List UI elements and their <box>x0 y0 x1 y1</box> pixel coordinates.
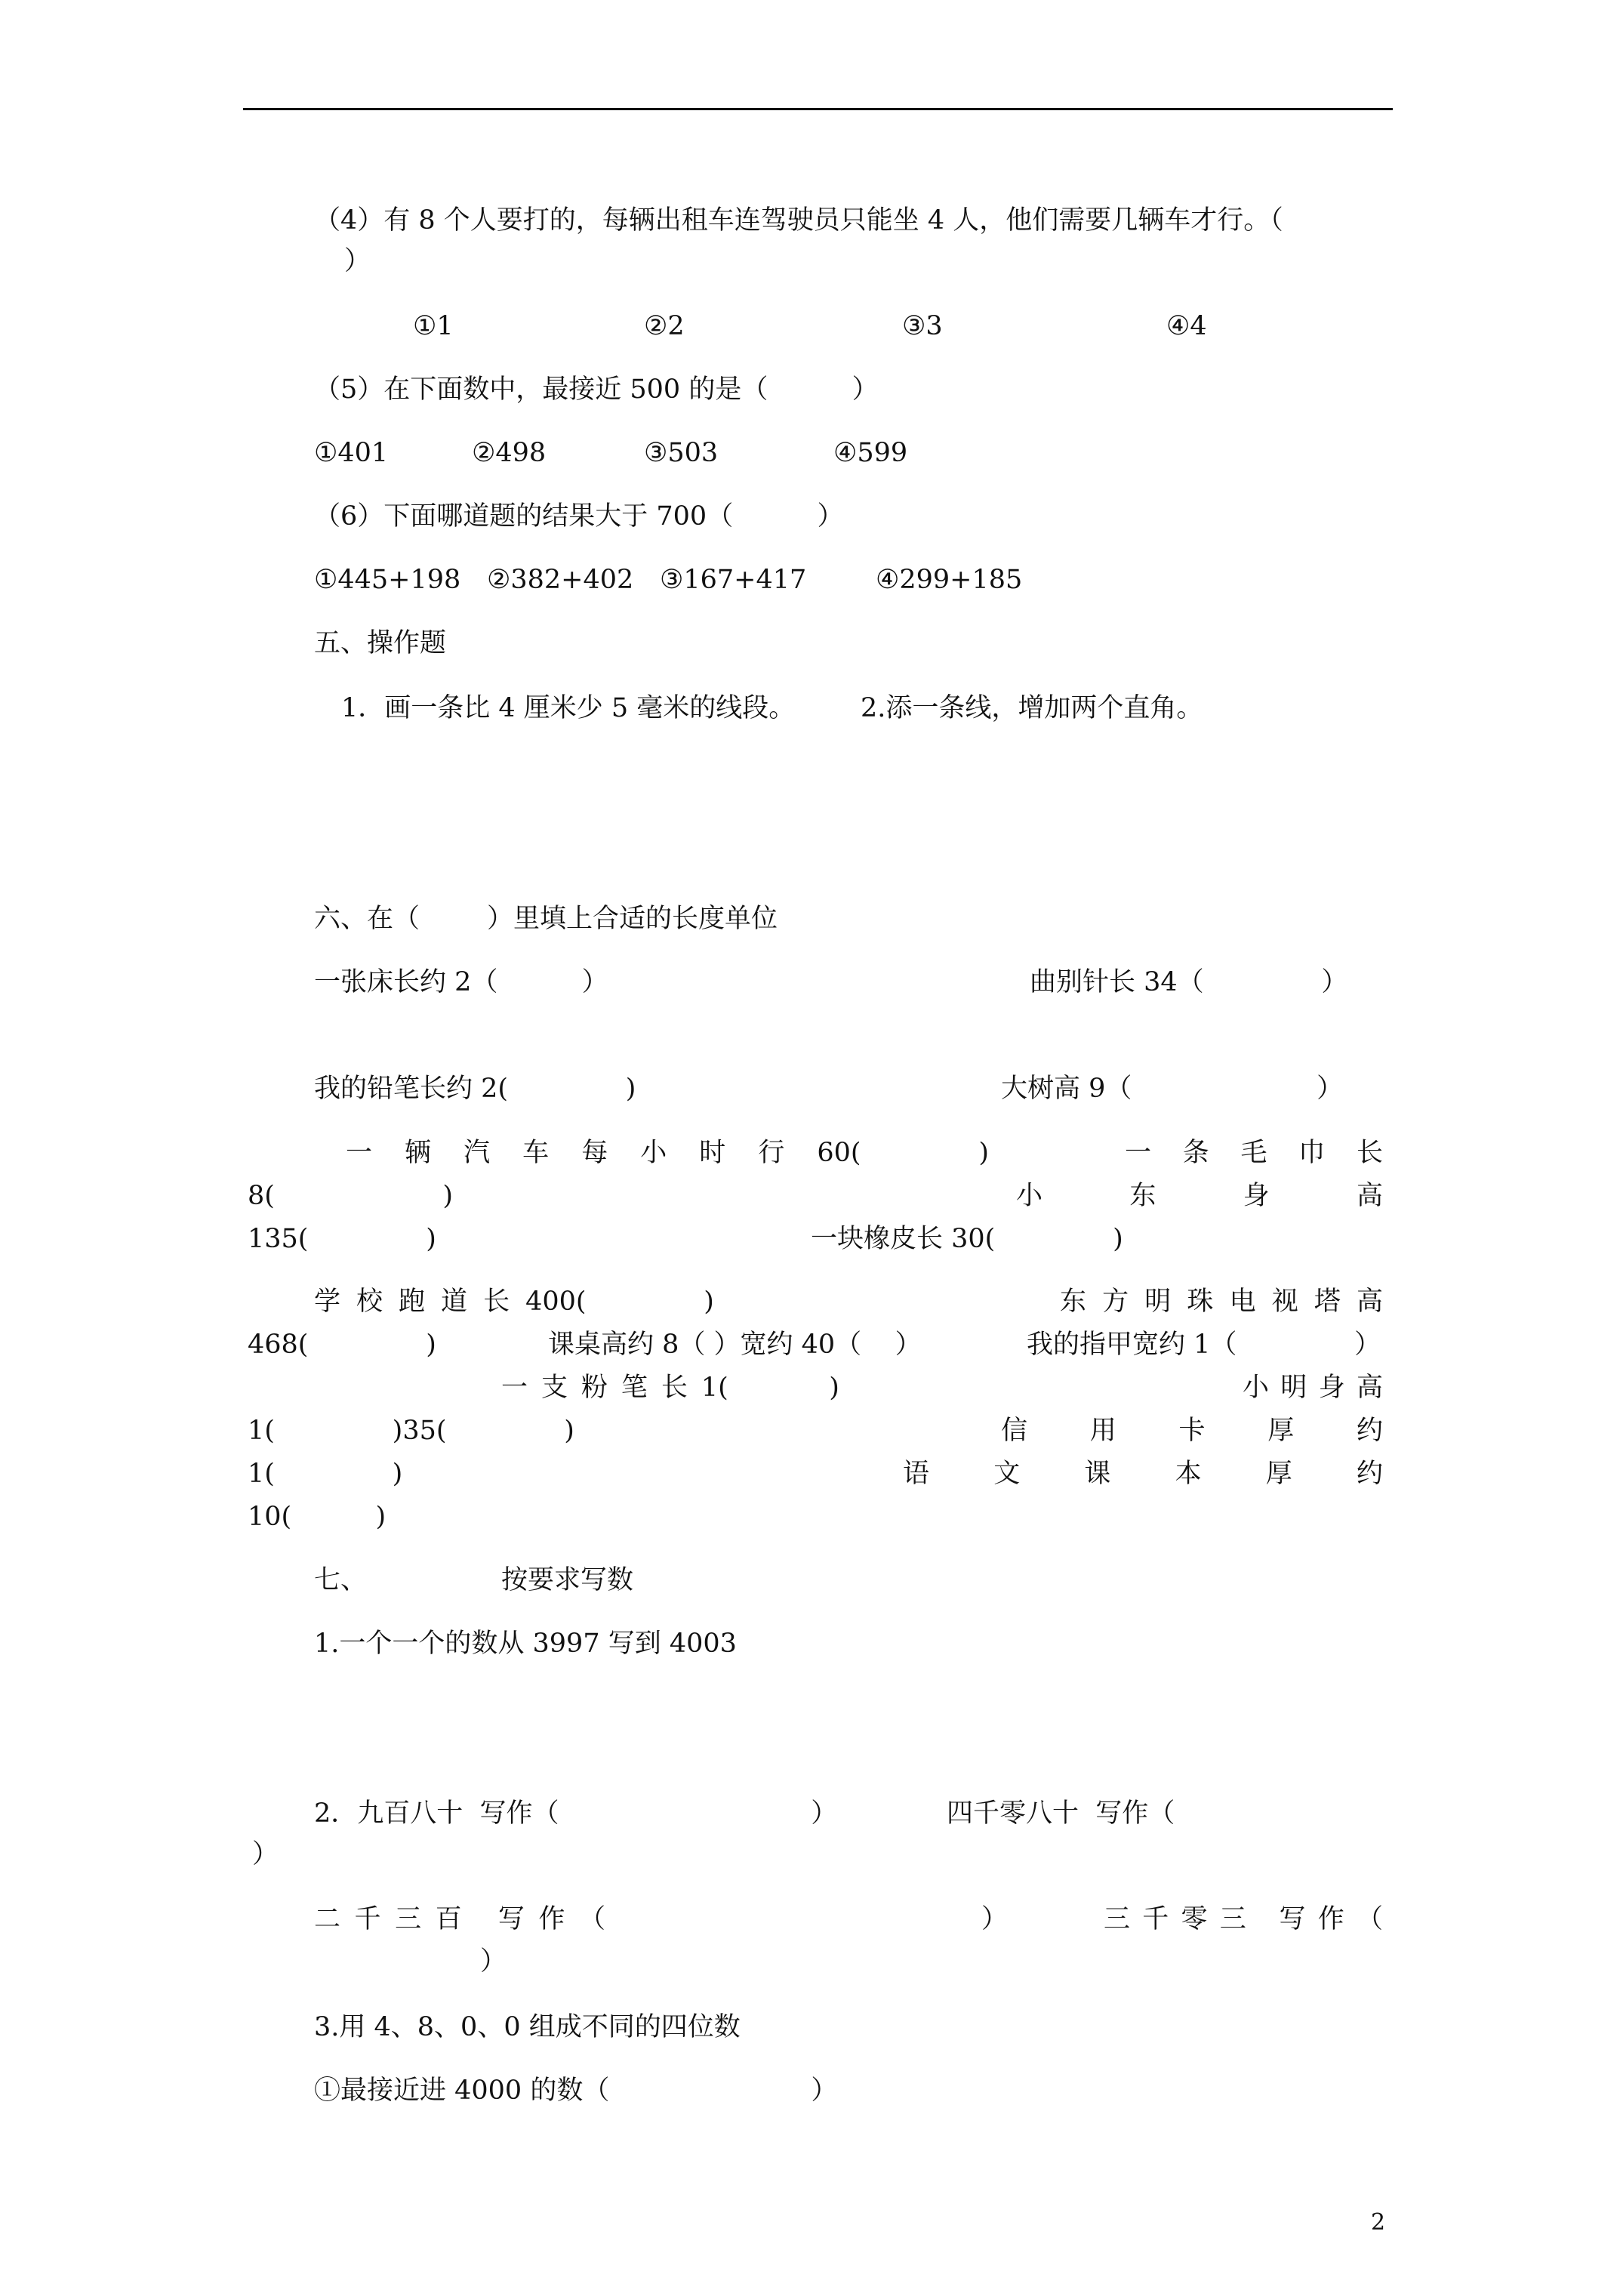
section-7-item-2b-close: ） <box>252 1839 279 1869</box>
bed-length: 一张床长约 2（ ） <box>314 967 608 997</box>
section-7-item-5: ①最接近进 4000 的数（ ） <box>314 2076 838 2106</box>
q4-option-1: ①1 <box>413 311 454 341</box>
car-speed: 一 辆 汽 车 每 小 时 行 60( ) <box>346 1138 989 1168</box>
towel-length-value: 8( ) <box>248 1181 454 1211</box>
xiaoming-height-label: 小 明 身 高 <box>1243 1373 1383 1403</box>
section-7-item-3b: 三 千 零 三 写 作 （ <box>1104 1904 1383 1934</box>
tower-height-value: 468( ) <box>248 1330 436 1360</box>
textbook-thickness-value: 10( ) <box>248 1502 387 1532</box>
q5-option-4: ④599 <box>833 438 908 468</box>
paperclip-length: 曲别针长 34（ ） <box>1030 967 1348 997</box>
q4-option-2: ②2 <box>644 311 685 341</box>
q5-question: （5）在下面数中，最接近 500 的是（ ） <box>314 374 879 405</box>
xiaodong-height-label: 小 东 身 高 <box>1016 1181 1383 1211</box>
card-thickness-label: 信 用 卡 厚 约 <box>1001 1416 1383 1446</box>
xiaodong-height-value: 135( ) <box>248 1224 436 1254</box>
section-7-number: 七、 <box>314 1565 368 1595</box>
card-thickness-value: 1( ) <box>248 1459 403 1489</box>
q6-question: （6）下面哪道题的结果大于 700（ ） <box>314 501 844 532</box>
textbook-thickness-label: 语 文 课 本 厚 约 <box>903 1459 1383 1489</box>
q6-option-2: ②382+402 <box>487 565 634 595</box>
q4-line2: ） <box>344 246 371 276</box>
section-7-item-4: 3.用 4、8、0、0 组成不同的四位数 <box>314 2012 741 2042</box>
pencil-length: 我的铅笔长约 2( ) <box>314 1074 636 1104</box>
q4-option-4: ④4 <box>1166 311 1207 341</box>
eraser-length: 一块橡皮长 30( ) <box>811 1224 1123 1254</box>
section-6-title: 六、在（ ）里填上合适的长度单位 <box>314 904 778 934</box>
section-7-item-1: 1.一个一个的数从 3997 写到 4003 <box>314 1629 737 1659</box>
tree-height: 大树高 9（ ） <box>1001 1074 1344 1104</box>
header-rule <box>243 108 1393 110</box>
section-7-item-2b: 四千零八十 写作（ <box>947 1798 1175 1829</box>
section-7-title: 按要求写数 <box>501 1565 634 1595</box>
track-length: 学 校 跑 道 长 400( ) <box>314 1287 714 1317</box>
page-number: 2 <box>1371 2209 1386 2236</box>
chalk-length: 一 支 粉 笔 长 1( ) <box>501 1373 839 1403</box>
q6-option-3: ③167+417 <box>660 565 807 595</box>
towel-length-label: 一 条 毛 巾 长 <box>1125 1138 1383 1168</box>
section-7-item-3a-close: ） <box>981 1904 1009 1934</box>
q4-option-3: ③3 <box>902 311 943 341</box>
q5-option-1: ①401 <box>314 438 389 468</box>
q6-option-1: ①445+198 <box>314 565 461 595</box>
section-7-item-3a: 二 千 三 百 写 作 （ <box>314 1904 605 1934</box>
q6-option-4: ④299+185 <box>876 565 1023 595</box>
xiaoming-height-value: 1( )35( ) <box>248 1416 574 1446</box>
q5-option-2: ②498 <box>472 438 547 468</box>
tower-height-label: 东 方 明 珠 电 视 塔 高 <box>1060 1287 1383 1317</box>
nail-width: 我的指甲宽约 1（ ） <box>1027 1330 1381 1360</box>
section-5-title: 五、操作题 <box>314 628 447 658</box>
q4-line1: （4）有 8 个人要打的，每辆出租车连驾驶员只能坐 4 人，他们需要几辆车才行。（ <box>314 205 1283 236</box>
desk-size: 课桌高约 8（ ）宽约 40（ ） <box>548 1330 922 1360</box>
section-5-item-2: 2.添一条线，增加两个直角。 <box>861 693 1203 723</box>
section-5-item-1: 1．画一条比 4 厘米少 5 毫米的线段。 <box>341 693 796 723</box>
section-7-item-2a: 2．九百八十 写作（ ） <box>314 1798 838 1829</box>
q5-option-3: ③503 <box>644 438 719 468</box>
section-7-item-3b-close: ） <box>480 1946 507 1977</box>
